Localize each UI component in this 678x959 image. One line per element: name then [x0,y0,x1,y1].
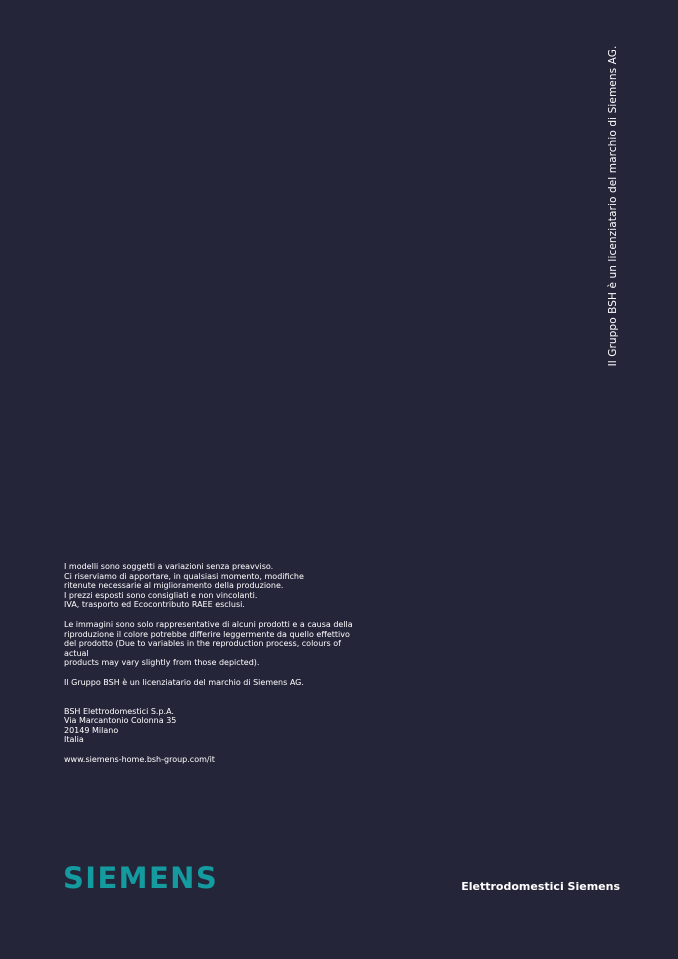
address-street: Via Marcantonio Colonna 35 [64,716,177,726]
address-company: BSH Elettrodomestici S.p.A. [64,706,174,716]
siemens-logo: SIEMENS [63,861,219,895]
image-note-line: Le immagini sono solo rappresentative di alcuni prodotti e a causa della [64,619,353,629]
brand-tagline: Elettrodomestici Siemens [461,880,620,893]
address-country: Italia [64,735,84,745]
disclaimer-block [64,562,354,765]
image-note-line: riproduzione il colore potrebbe differire leggermente da quello effettivo [64,629,350,639]
disclaimer-line: Ci riserviamo di apportare, in qualsiasi momento, modifiche [64,571,304,581]
disclaimer-line: ritenute necessarie al miglioramento della produzione. [64,581,284,591]
website-link[interactable]: www.siemens-home.bsh-group.com/it [64,754,215,764]
image-note-line: del prodotto (Due to variables in the reproduction process, colours of actual [64,639,341,658]
image-note-line: products may vary slightly from those depicted). [64,658,260,668]
disclaimer-line: I modelli sono soggetti a variazioni senza preavviso. [64,562,274,571]
vertical-trademark-note: Il Gruppo BSH è un licenziatario del marchio di Siemens AG. [607,45,619,367]
address-city: 20149 Milano [64,725,119,735]
disclaimer-line: IVA, trasporto ed Ecocontributo RAEE esclusi. [64,600,245,610]
license-note: Il Gruppo BSH è un licenziatario del marchio di Siemens AG. [64,677,304,687]
disclaimer-line: I prezzi esposti sono consigliati e non vincolanti. [64,590,258,600]
